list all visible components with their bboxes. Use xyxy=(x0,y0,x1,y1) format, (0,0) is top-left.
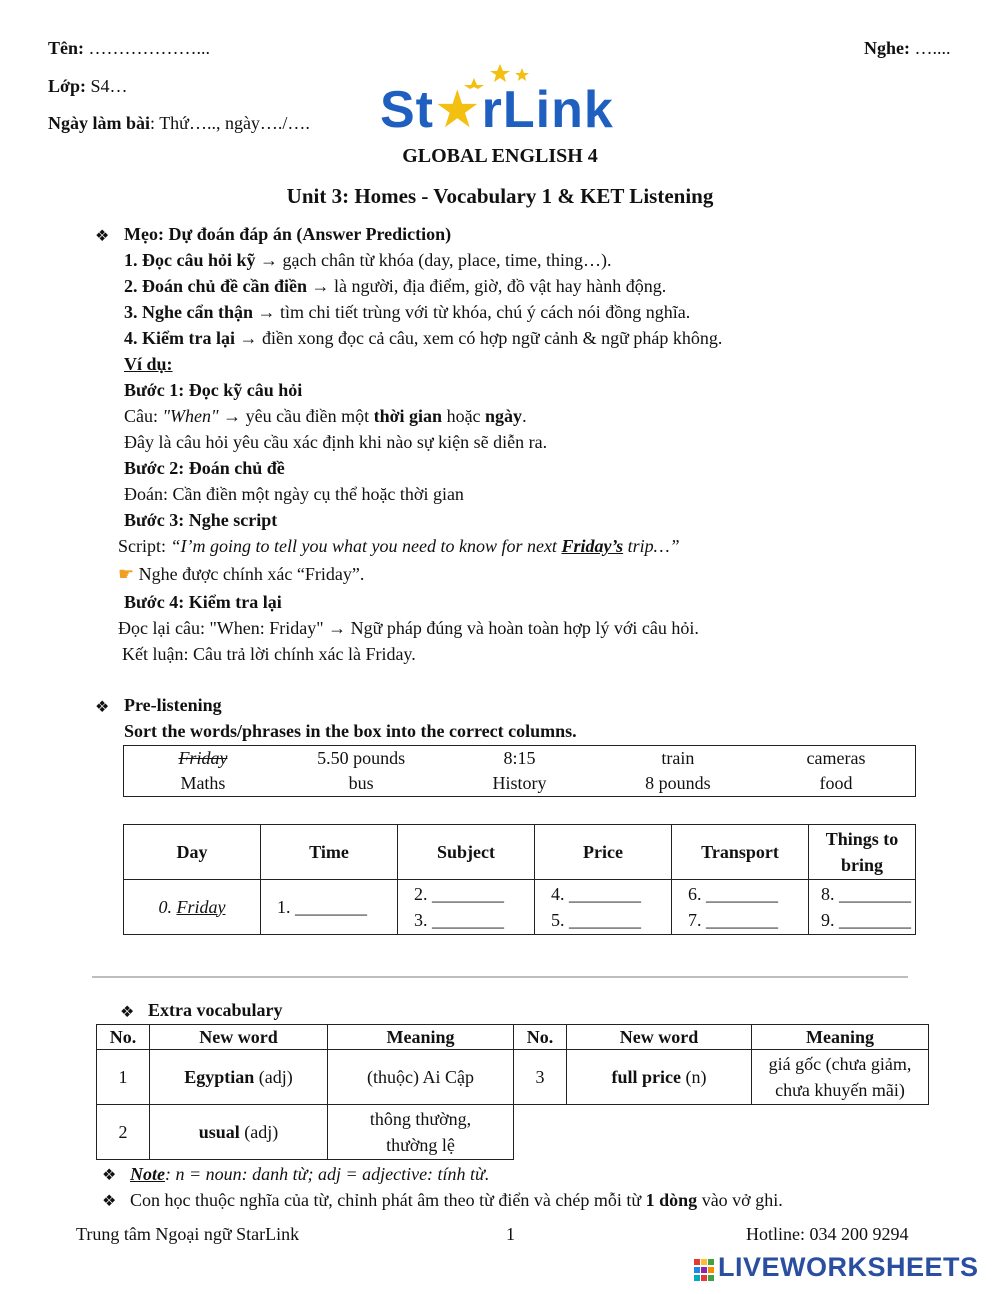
word-chip[interactable]: 5.50 pounds xyxy=(317,748,406,768)
vocab-header: New word xyxy=(567,1025,752,1050)
vocab-header: No. xyxy=(514,1025,567,1050)
section-divider xyxy=(92,976,908,978)
note-bullet-icon: ❖ xyxy=(102,1167,117,1184)
logo-star-icon: ★ xyxy=(434,81,482,139)
answer-blank-5[interactable]: 5. ________ xyxy=(551,910,641,930)
listen-label: Nghe: xyxy=(864,38,910,58)
hand-note: ☛ Nghe được chính xác “Friday”. xyxy=(118,564,365,585)
example-script: Script: “I’m going to tell you what you need to know for next Friday’s trip…” xyxy=(118,536,680,556)
example-step2-title: Bước 2: Đoán chủ đề xyxy=(124,458,285,478)
pointing-hand-icon: ☛ xyxy=(118,564,135,585)
answer-blank-6[interactable]: 6. ________ xyxy=(688,884,778,904)
word-chip[interactable]: Friday xyxy=(178,748,228,768)
word-chip[interactable]: History xyxy=(492,773,547,793)
word-box xyxy=(123,745,916,797)
example-step1-line1: Câu: "When" → yêu cầu điền một thời gian hoặc ngày. xyxy=(124,406,527,426)
listen-blank[interactable]: ….... xyxy=(914,38,951,58)
class-value: S4… xyxy=(90,76,128,96)
sort-table-header xyxy=(124,825,916,880)
date-line xyxy=(48,113,310,134)
word-chip[interactable]: Maths xyxy=(180,773,226,793)
example-step1-title: Bước 1: Đọc kỹ câu hỏi xyxy=(124,380,303,400)
vocab-header: No. xyxy=(97,1025,150,1050)
answer-blank-2[interactable]: 2. ________ xyxy=(414,884,504,904)
prelistening-instruction: Sort the words/phrases in the box into the correct columns. xyxy=(124,721,577,741)
logo-text-left: St xyxy=(380,81,434,139)
example-label: Ví dụ: xyxy=(124,354,173,374)
starlink-logo xyxy=(380,58,630,140)
sort-table xyxy=(123,824,916,935)
vocab-no: 2 xyxy=(97,1105,150,1160)
word-chip[interactable]: food xyxy=(819,773,853,793)
name-line xyxy=(48,38,210,59)
answer-blank-1[interactable]: 1. ________ xyxy=(261,880,398,935)
vocab-heading: Extra vocabulary xyxy=(148,1000,283,1020)
column-header-price: Price xyxy=(535,825,672,880)
word-box-row xyxy=(124,771,916,797)
date-value: : Thứ….., ngày…./…. xyxy=(150,113,310,133)
logo-text-right: rLink xyxy=(481,81,614,139)
unit-title: Unit 3: Homes - Vocabulary 1 & KET Listening xyxy=(286,184,714,208)
vocab-meaning: (thuộc) Ai Cập xyxy=(328,1050,514,1105)
answer-blank-7[interactable]: 7. ________ xyxy=(688,910,778,930)
tips-heading: Mẹo: Dự đoán đáp án (Answer Prediction) xyxy=(124,224,452,244)
word-box-row xyxy=(124,746,916,772)
vocab-meaning: thông thường, thường lệ xyxy=(328,1105,514,1160)
reminder-bullet-icon: ❖ xyxy=(102,1193,117,1210)
answer-cell-transport xyxy=(672,880,809,935)
vocab-meaning: giá gốc (chưa giảm, chưa khuyến mãi) xyxy=(752,1050,929,1105)
vocab-no: 1 xyxy=(97,1050,150,1105)
vocab-table xyxy=(96,1024,929,1160)
vocab-header: Meaning xyxy=(752,1025,929,1050)
answer-blank-9[interactable]: 9. ________ xyxy=(821,910,911,930)
prelistening-heading: Pre-listening xyxy=(124,695,222,715)
footer-hotline: Hotline: 034 200 9294 xyxy=(746,1224,909,1244)
vocab-row xyxy=(97,1105,929,1160)
word-chip[interactable]: cameras xyxy=(806,748,866,768)
answer-cell-price xyxy=(535,880,672,935)
word-chip[interactable]: 8 pounds xyxy=(645,773,711,793)
vocab-bullet-icon: ❖ xyxy=(120,1004,135,1021)
date-label: Ngày làm bài xyxy=(48,113,151,133)
vocab-word: Egyptian (adj) xyxy=(150,1050,328,1105)
class-label: Lớp: xyxy=(48,76,86,96)
example-step4-line2: Kết luận: Câu trả lời chính xác là Friday. xyxy=(122,644,416,664)
reminder-line: Con học thuộc nghĩa của từ, chỉnh phát âm theo từ điển và chép mỗi từ 1 dòng vào vở ghi. xyxy=(130,1190,783,1210)
vocab-no: 3 xyxy=(514,1050,567,1105)
tip-step-2: 2. Đoán chủ đề cần điền → là người, địa điểm, giờ, đồ vật hay hành động. xyxy=(124,276,667,296)
column-header-things: Things to bring xyxy=(809,825,916,880)
vocab-word: usual (adj) xyxy=(150,1105,328,1160)
column-header-transport: Transport xyxy=(672,825,809,880)
liveworksheets-text: LIVEWORKSHEETS xyxy=(718,1252,979,1282)
answer-blank-8[interactable]: 8. ________ xyxy=(821,884,911,904)
note-line: Note: n = noun: danh từ; adj = adjective: tính từ. xyxy=(130,1164,490,1184)
word-chip[interactable]: bus xyxy=(348,773,374,793)
word-chip[interactable]: 8:15 xyxy=(503,748,536,768)
vocab-header: Meaning xyxy=(328,1025,514,1050)
answer-cell-things xyxy=(809,880,916,935)
vocab-word: full price (n) xyxy=(567,1050,752,1105)
footer-page-number: 1 xyxy=(506,1224,515,1244)
vocab-empty-cell xyxy=(514,1105,929,1160)
footer-center-name: Trung tâm Ngoại ngữ StarLink xyxy=(76,1224,300,1244)
answer-cell-subject xyxy=(398,880,535,935)
tip-step-4: 4. Kiểm tra lại → điền xong đọc cả câu, xem có hợp ngữ cảnh & ngữ pháp không. xyxy=(124,328,723,348)
column-header-day: Day xyxy=(124,825,261,880)
tips-bullet-icon: ❖ xyxy=(95,228,110,245)
liveworksheets-logo-icon xyxy=(694,1259,714,1281)
prelistening-bullet-icon: ❖ xyxy=(95,699,110,716)
column-header-time: Time xyxy=(261,825,398,880)
column-header-subject: Subject xyxy=(398,825,535,880)
example-step4-title: Bước 4: Kiểm tra lại xyxy=(124,592,282,612)
name-blank[interactable]: ………………... xyxy=(88,38,210,58)
listen-score-line xyxy=(864,38,951,59)
example-step4-line1: Đọc lại câu: "When: Friday" → Ngữ pháp đúng và hoàn toàn hợp lý với câu hỏi. xyxy=(118,618,699,638)
example-step1-line2: Đây là câu hỏi yêu cầu xác định khi nào sự kiện sẽ diễn ra. xyxy=(124,432,548,452)
word-chip[interactable]: train xyxy=(661,748,695,768)
class-line xyxy=(48,76,128,97)
vocab-header-row xyxy=(97,1025,929,1050)
vocab-header: New word xyxy=(150,1025,328,1050)
name-label: Tên: xyxy=(48,38,84,58)
course-title: GLOBAL ENGLISH 4 xyxy=(402,145,598,167)
vocab-row xyxy=(97,1050,929,1105)
example-answer-cell: 0. Friday xyxy=(124,880,261,935)
tip-step-3: 3. Nghe cẩn thận → tìm chi tiết trùng với từ khóa, chú ý cách nói đồng nghĩa. xyxy=(124,302,691,322)
example-step3-title: Bước 3: Nghe script xyxy=(124,510,278,530)
answer-blank-4[interactable]: 4. ________ xyxy=(551,884,641,904)
answer-blank-3[interactable]: 3. ________ xyxy=(414,910,504,930)
sort-table-answers xyxy=(124,880,916,935)
tip-step-1: 1. Đọc câu hỏi kỹ → gạch chân từ khóa (day, place, time, thing…). xyxy=(124,250,612,270)
example-step2-line1: Đoán: Cần điền một ngày cụ thể hoặc thời gian xyxy=(124,484,464,504)
